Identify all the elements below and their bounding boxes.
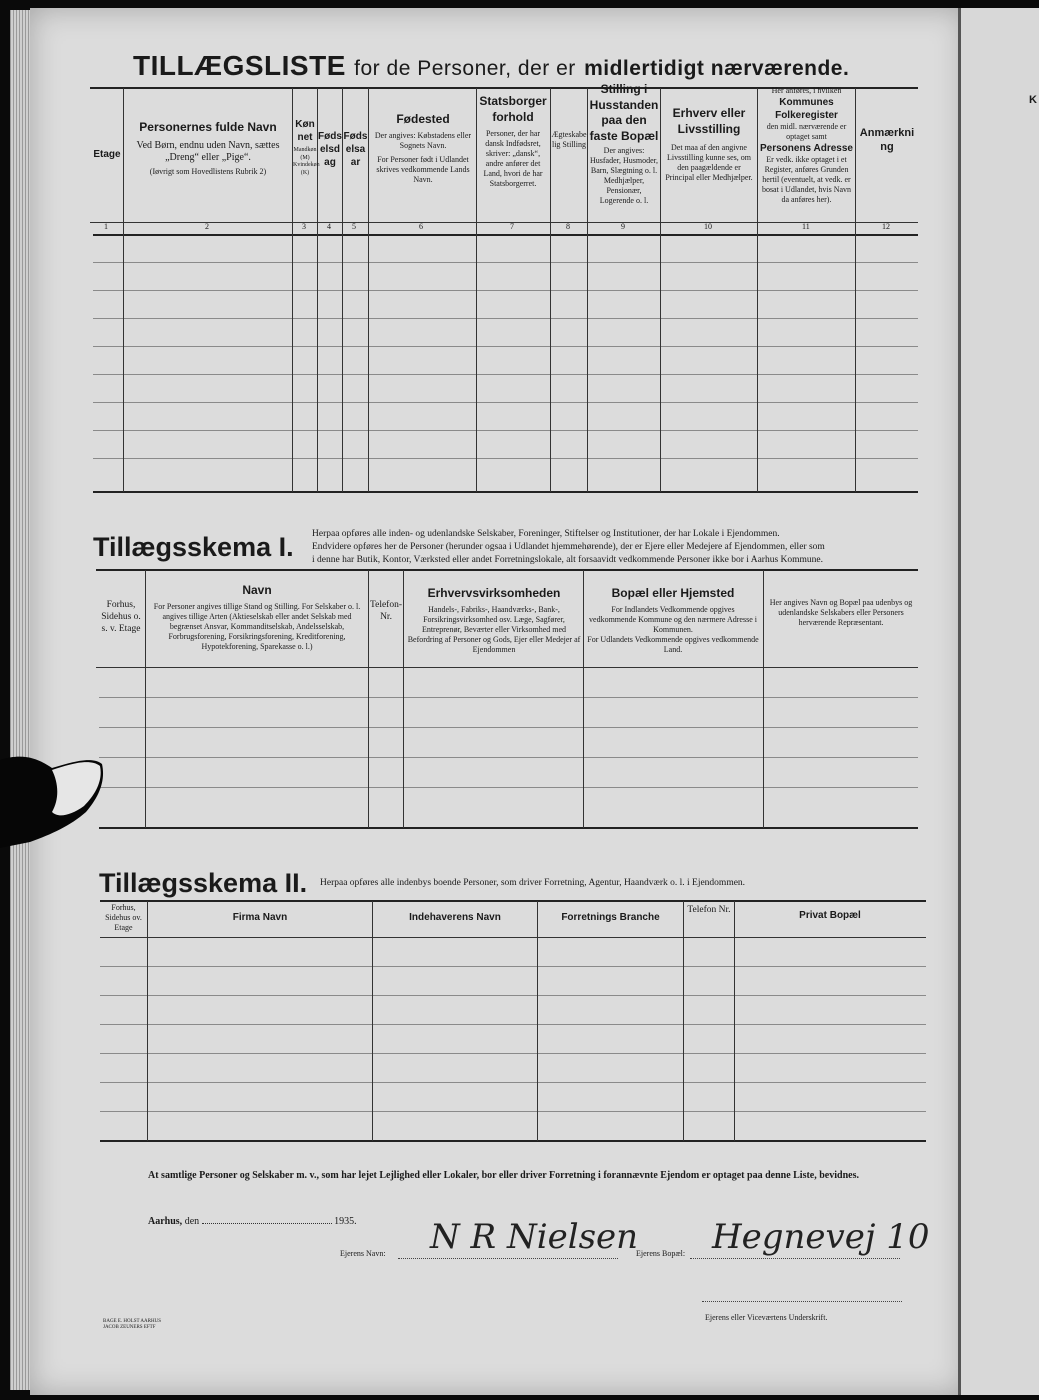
s1-col-bopael: Bopæl eller Hjemsted For Indlandets Vedkommende opgives vedkommende Kommune og den nærmere Adresse i Kommunen. For Udlandets Vedkommende opgives vedkommende Land. [587, 586, 759, 654]
list-title [133, 50, 849, 82]
col-birthplace-header: Fødested Der angives: Købstadens eller Sognets Navn. For Personer født i Udlandet skrives vedkommende Lands Navn. [374, 112, 472, 184]
col-number: 3 [302, 222, 306, 231]
col-number: 9 [621, 222, 625, 231]
s1-col-representative: Her angives Navn og Bopæl paa udenbys og udenlandske Selskabers eller Personers herværende Repræsentant. [769, 598, 913, 627]
col-occupation-header: Erhverv eller Livsstilling Det maa af den angivne Livsstilling kunne ses, om den paagældende er Principal eller Medhjælper. [665, 106, 753, 183]
col-name-header: Personernes fulde Navn Ved Børn, endnu uden Navn, sættes „Dreng“ eller „Pige“. (Iøvrigt som Hovedlistens Rubrik 2) [136, 120, 280, 176]
vicevaert-signature-line [702, 1301, 902, 1302]
col-number: 1 [104, 222, 108, 231]
s1-col-erhverv: Erhvervsvirksomheden Handels-, Fabriks-, Haandværks-, Bank-, Forsikringsvirksomhed osv. Læge, Sagfører, Entreprenør, Beværter eller Virksomhed med Befordring af Personer og Gods, Ejer eller Medejer af Ejendommen [407, 586, 581, 654]
owner-signature: N R Nielsen [430, 1217, 639, 1257]
s2-col-etage: Forhus, Sidehus ov. Etage [105, 903, 142, 932]
den-label: den [184, 1216, 200, 1227]
s1-col-telefon: Telefon-Nr. [369, 600, 403, 622]
s2-col-telefon: Telefon Nr. [687, 905, 731, 915]
printer-mark: BAGE E. HOLST AARHUS JACOB ZEUNERS EFTF [103, 1319, 161, 1330]
s1-col-etage: Forhus, Sidehus o. s. v. Etage [101, 600, 141, 634]
owner-address-handwritten: Hegnevej 10 [712, 1217, 930, 1257]
col-number: 6 [419, 222, 423, 231]
s2-col-indehaver: Indehaverens Navn [409, 912, 501, 923]
skema1-intro: Herpaa opføres alle inden- og udenlandske Selskaber, Foreninger, Stiftelser og Institutioner, der har Lokale i Ejendommen. Endvidere opføres her de Personer (herunder ogsaa i Udlandet hjemmehørende), der er Ejere eller Medejere af Ejendommen, eller som i denne har Butik, Kontor, Værksted eller andet Forretningslokale, alt forsaavidt vedkommende Personer ikke bor i Aarhus Kommune. [312, 529, 825, 565]
adjacent-page [958, 8, 1039, 1395]
col-register-header: Her anføres, i hvilken Kommunes Folkeregister den midl. nærværende er optaget samt Personens Adresse Er vedk. ikke optaget i et Register, anføres Grunden hertil (eventuelt, at vedk. er bosat i Udlandet, hvis Navn da anføres her). [759, 86, 853, 204]
list-title-main: TILLÆGSLISTE [133, 50, 346, 81]
place-label: Aarhus, [148, 1216, 183, 1227]
col-citizenship-header: Statsborgerforhold Personer, der har dansk Indfødsret, skriver: „dansk“, andre anfører det Land, hvori de har Statsborgerret. [479, 94, 547, 189]
s2-col-branche: Forretnings Branche [561, 912, 660, 923]
list-title-bold: midlertidigt nærværende. [584, 57, 850, 80]
col-remarks-header: Anmærkning [859, 127, 915, 154]
col-number: 12 [882, 222, 890, 231]
skema1-title: Tillægsskema I. [93, 532, 294, 562]
owner-address-line [690, 1258, 900, 1259]
col-birthyear-header: Fødselsaar [343, 131, 368, 168]
vicevaert-label: Ejerens eller Viceværtens Underskrift. [705, 1313, 828, 1322]
col-number: 5 [352, 222, 356, 231]
declaration-text: At samtlige Personer og Selskaber m. v., som har lejet Lejlighed eller Lokaler, bor eller driver Forretning i forannævnte Ejendom er optaget paa denne Liste, bevidnes. [148, 1170, 859, 1181]
col-number: 4 [327, 222, 331, 231]
col-number: 2 [205, 222, 209, 231]
skema2-title: Tillægsskema II. [99, 868, 308, 898]
owner-name-label: Ejerens Navn: [340, 1249, 386, 1258]
register-page [30, 8, 965, 1395]
thumb-image [0, 742, 110, 852]
col-etage-header: Etage [93, 149, 121, 160]
col-marital-header: Ægteskabelig Stilling [551, 130, 587, 149]
col-birthday-header: Fødselsdag [318, 131, 342, 168]
col-number: 7 [510, 222, 514, 231]
owner-address-label: Ejerens Bopæl: [636, 1249, 686, 1258]
s1-col-navn: Navn For Personer angives tillige Stand og Stilling. For Selskaber o. l. angives tillige Arten (Aktieselskab eller andet Selskab med begrænset Ansvar, Kommanditselskab, Andelsselskab, Forbrugsforening, Forsikringsforening, Kreditforening, Hypotekforening, Sparekasse o. l.) [153, 583, 361, 651]
year-label: 1935. [334, 1216, 357, 1227]
owner-name-line [398, 1258, 618, 1259]
skema2-intro: Herpaa opføres alle indenbys boende Personer, som driver Forretning, Agentur, Haandværk o. l. i Ejendommen. [320, 878, 746, 888]
s2-col-firma: Firma Navn [232, 912, 288, 923]
col-household-header: Stilling i Husstanden paa den faste Bopæl Der angives: Husfader, Husmoder, Barn, Slægtning o. l. Medhjælper, Pensionær, Logerende o. l. [589, 82, 659, 206]
col-number: 11 [802, 222, 810, 231]
s2-col-bopael: Privat Bopæl [799, 910, 861, 921]
list-title-rest: for de Personer, der er [354, 57, 576, 80]
col-sex-header: Kønnet Mandkøn (M) Kvindekøn (K) [293, 119, 320, 176]
place-date-line [148, 1216, 357, 1227]
col-number: 10 [704, 222, 712, 231]
col-number: 8 [566, 222, 570, 231]
adjacent-page-text: K [1029, 94, 1037, 106]
